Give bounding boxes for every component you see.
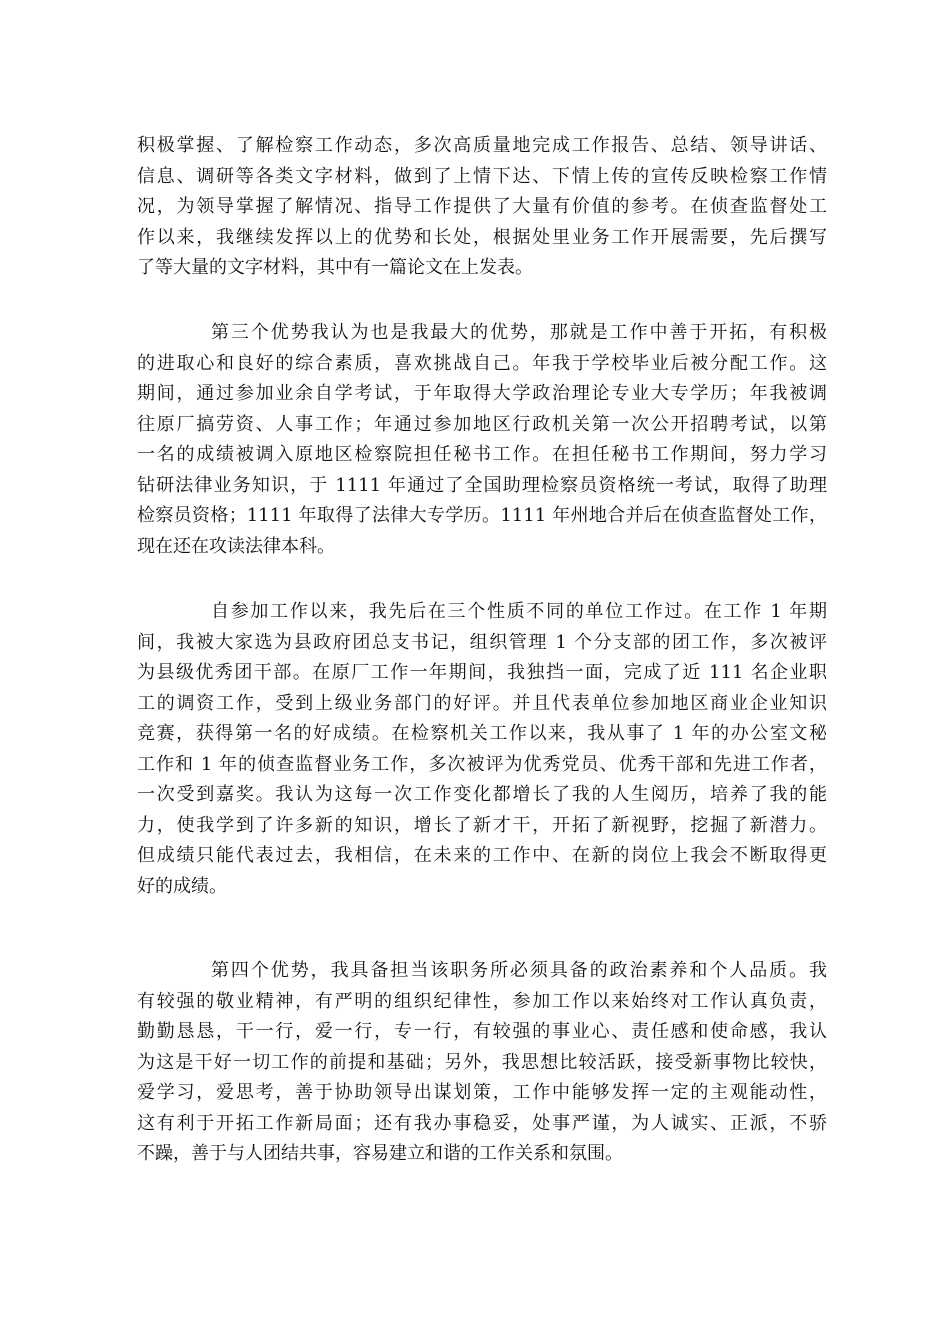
text-line: 为这是干好一切工作的前提和基础；另外，我思想比较活跃，接受新事物比较快， bbox=[137, 1051, 827, 1073]
text-line: 了等大量的文字材料，其中有一篇论文在上发表。 bbox=[137, 257, 533, 278]
paragraph-fourth-advantage bbox=[137, 956, 827, 1170]
text-line: 竞赛，获得第一名的好成绩。在检察机关工作以来，我从事了 1 年的办公室文秘 bbox=[137, 723, 827, 744]
paragraph-work-experience bbox=[137, 597, 827, 902]
text-line: 勤勤恳恳，干一行，爱一行，专一行，有较强的事业心、责任感和使命感，我认 bbox=[137, 1021, 827, 1042]
text-line: 间，我被大家选为县政府团总支书记，组织管理 1 个分支部的团工作，多次被评 bbox=[137, 631, 827, 653]
text-line: 为县级优秀团干部。在原厂工作一年期间，我独挡一面，完成了近 111 名企业职 bbox=[137, 662, 827, 683]
text-line: 有较强的敬业精神，有严明的组织纪律性，参加工作以来始终对工作认真负责， bbox=[137, 990, 827, 1012]
text-line: 工的调资工作，受到上级业务部门的好评。并且代表单位参加地区商业企业知识 bbox=[137, 692, 827, 714]
text-line: 第四个优势，我具备担当该职务所必须具备的政治素养和个人品质。我 bbox=[211, 960, 827, 981]
text-line: 但成绩只能代表过去，我相信，在未来的工作中、在新的岗位上我会不断取得更 bbox=[137, 845, 827, 866]
paragraph-third-advantage bbox=[137, 318, 827, 562]
text-line: 不躁，善于与人团结共事，容易建立和谐的工作关系和氛围。 bbox=[137, 1143, 623, 1164]
text-line: 工作和 1 年的侦查监督业务工作，多次被评为优秀党员、优秀干部和先进工作者， bbox=[137, 753, 827, 775]
text-line: 作以来，我继续发挥以上的优势和长处，根据处里业务工作开展需要，先后撰写 bbox=[137, 226, 827, 248]
text-line: 的进取心和良好的综合素质，喜欢挑战自己。年我于学校毕业后被分配工作。这 bbox=[137, 352, 827, 374]
text-line: 往原厂搞劳资、人事工作；年通过参加地区行政机关第一次公开招聘考试，以第 bbox=[137, 413, 827, 435]
text-line: 检察员资格；1111 年取得了法律大专学历。1111 年州地合并后在侦查监督处工作， bbox=[137, 505, 827, 526]
text-line: 期间，通过参加业余自学考试，于年取得大学政治理论专业大专学历；年我被调 bbox=[137, 383, 827, 404]
text-line: 信息、调研等各类文字材料，做到了上情下达、下情上传的宣传反映检察工作情 bbox=[137, 165, 827, 187]
text-line: 积极掌握、了解检察工作动态，多次高质量地完成工作报告、总结、领导讲话、 bbox=[137, 135, 827, 156]
text-line: 钻研法律业务知识，于 1111 年通过了全国助理检察员资格统一考试，取得了助理 bbox=[137, 474, 827, 496]
text-line: 自参加工作以来，我先后在三个性质不同的单位工作过。在工作 1 年期 bbox=[211, 601, 827, 622]
text-line: 况，为领导掌握了解情况、指导工作提供了大量有价值的参考。在侦查监督处工 bbox=[137, 196, 827, 217]
text-line: 第三个优势我认为也是我最大的优势，那就是工作中善于开拓，有积极 bbox=[211, 322, 827, 343]
text-line: 爱学习，爱思考，善于协助领导出谋划策，工作中能够发挥一定的主观能动性， bbox=[137, 1082, 827, 1103]
text-line: 一次受到嘉奖。我认为这每一次工作变化都增长了我的人生阅历，培养了我的能 bbox=[137, 784, 827, 805]
text-line: 一名的成绩被调入原地区检察院担任秘书工作。在担任秘书工作期间，努力学习 bbox=[137, 444, 827, 465]
text-line: 现在还在攻读法律本科。 bbox=[137, 535, 335, 557]
text-line: 好的成绩。 bbox=[137, 875, 227, 897]
text-line: 这有利于开拓工作新局面；还有我办事稳妥，处事严谨，为人诚实、正派，不骄 bbox=[137, 1112, 827, 1134]
paragraph-writing-skills bbox=[137, 131, 827, 284]
text-line: 力，使我学到了许多新的知识，增长了新才干，开拓了新视野，挖掘了新潜力。 bbox=[137, 814, 827, 836]
